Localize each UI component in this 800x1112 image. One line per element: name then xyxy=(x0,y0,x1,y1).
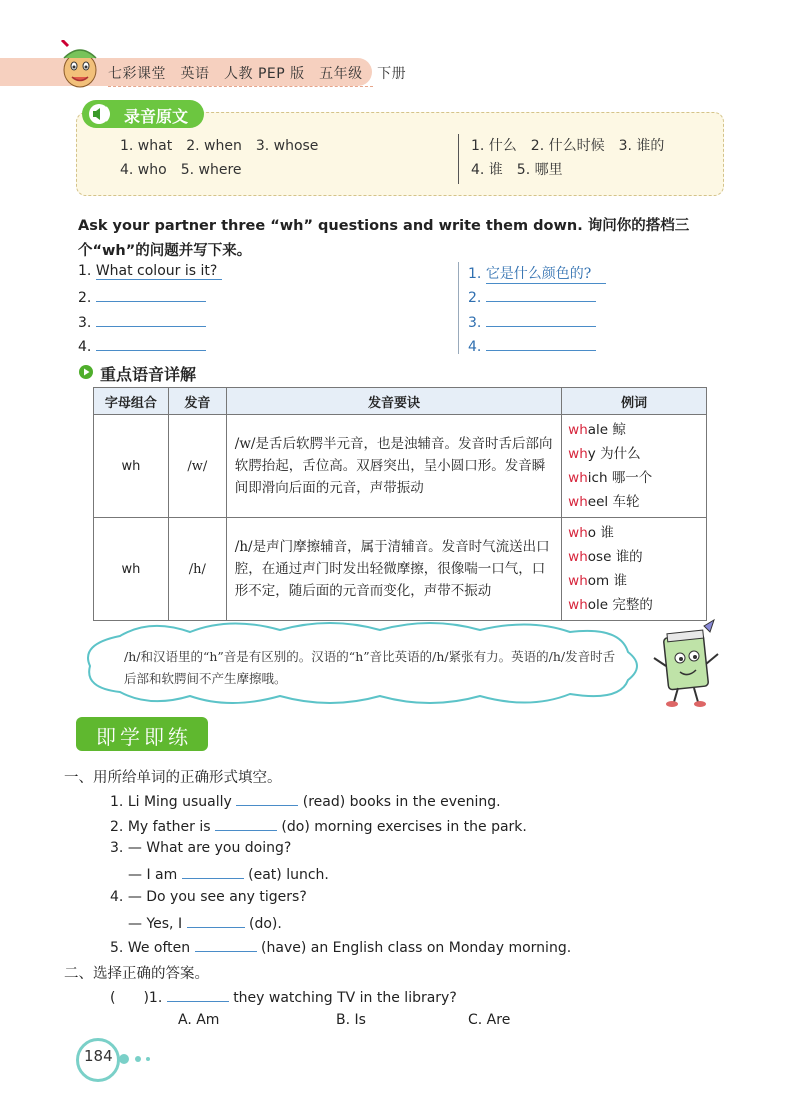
question-number: 4. xyxy=(78,339,92,355)
header-sound: 发音 xyxy=(168,388,226,415)
question-row-4 xyxy=(78,336,206,355)
header-title: 七彩课堂 英语 人教 PEP 版 五年级 下册 xyxy=(108,66,407,82)
cloud-note: /h/和汉语里的“h”音是有区别的。汉语的“h”音比英语的/h/紧张有力。英语的/h/发音时舌后部和软腭间不产生摩擦哦。 xyxy=(124,649,616,686)
example-word: whale 鲸 xyxy=(568,422,626,438)
example-word: whole 完整的 xyxy=(568,597,653,613)
exercise-item-4: 4. — Do you see any tigers? xyxy=(110,889,307,905)
answer-divider xyxy=(458,262,459,354)
task-instruction: Ask your partner three “wh” questions and write them down. 询问你的搭档三个“wh”的问题并写下来。 xyxy=(78,218,690,259)
question-row-1 xyxy=(78,263,222,280)
combo-cell: wh xyxy=(94,518,169,621)
question-1-answer xyxy=(96,263,222,280)
recording-divider xyxy=(458,134,459,184)
answer-1-text: 它是什么颜色的? xyxy=(485,266,592,282)
page-number: 184 xyxy=(84,1047,113,1065)
choice-item-1: ( )1. they watching TV in the library? xyxy=(110,987,457,1007)
answer-number: 2. xyxy=(468,290,482,306)
question-3-blank[interactable] xyxy=(96,312,206,327)
answer-number: 3. xyxy=(468,315,482,331)
answer-3-blank[interactable] xyxy=(486,312,596,327)
answer-row-1 xyxy=(468,263,606,284)
answer-row-2 xyxy=(468,287,596,306)
phonics-table xyxy=(93,387,707,621)
play-icon xyxy=(78,364,94,380)
question-1-text: What colour is it? xyxy=(95,263,218,279)
part2-title: 二、选择正确的答案。 xyxy=(64,966,209,982)
exercise-item-1: 1. Li Ming usually (read) books in the evening. xyxy=(110,791,501,810)
page-dots-icon xyxy=(118,1052,158,1066)
question-4-blank[interactable] xyxy=(96,336,206,351)
question-2-blank[interactable] xyxy=(96,287,206,302)
answer-1-line xyxy=(486,263,606,284)
answer-4-blank[interactable] xyxy=(486,336,596,351)
answer-2-blank[interactable] xyxy=(486,287,596,302)
practice-title: 即学即练 xyxy=(96,725,192,749)
header-tip: 发音要诀 xyxy=(226,388,561,415)
answer-number: 1. xyxy=(468,266,482,282)
header-underline xyxy=(108,86,373,87)
table-row xyxy=(94,518,707,621)
example-word: who 谁 xyxy=(568,525,614,541)
example-word: why 为什么 xyxy=(568,446,641,462)
part1-title: 一、用所给单词的正确形式填空。 xyxy=(64,770,282,786)
examples-cell xyxy=(562,518,707,621)
sound-cell: /w/ xyxy=(168,415,226,518)
blank-2[interactable] xyxy=(215,816,277,831)
speaker-icon xyxy=(88,103,116,125)
exercise-item-3: 3. — What are you doing? xyxy=(110,840,292,856)
sound-cell: /h/ xyxy=(168,518,226,621)
example-word: whose 谁的 xyxy=(568,549,643,565)
examples-cell xyxy=(562,415,707,518)
recording-title: 录音原文 xyxy=(124,107,189,126)
table-header-row xyxy=(94,388,707,415)
recording-en-line-2: 4. who 5. where xyxy=(120,162,242,178)
choice-option-a[interactable]: A. Am xyxy=(178,1012,220,1028)
recording-zh-line-1: 1. 什么 2. 什么时候 3. 谁的 xyxy=(471,138,665,154)
exercise-item-2: 2. My father is (do) morning exercises in the park. xyxy=(110,816,527,835)
recording-en-line-1: 1. what 2. when 3. whose xyxy=(120,138,319,154)
tip-cell: /h/是声门摩擦辅音，属于清辅音。发音时气流送出口腔，在通过声门时发出轻微摩擦，很像喘一口气，口形不定，随后面的元音而变化，声带不振动 xyxy=(226,518,561,621)
question-row-3 xyxy=(78,312,206,331)
question-number: 1. xyxy=(78,263,92,279)
choice-option-c[interactable]: C. Are xyxy=(468,1012,511,1028)
blank-1[interactable] xyxy=(236,791,298,806)
combo-cell: wh xyxy=(94,415,169,518)
exercise-item-4-answer: — Yes, I (do). xyxy=(128,913,282,932)
table-row xyxy=(94,415,707,518)
recording-zh-line-2: 4. 谁 5. 哪里 xyxy=(471,162,563,178)
exercise-item-3-answer: — I am (eat) lunch. xyxy=(128,864,329,883)
question-row-2 xyxy=(78,287,206,306)
header-examples: 例词 xyxy=(562,388,707,415)
answer-number: 4. xyxy=(468,339,482,355)
book-character-icon xyxy=(648,618,728,710)
mascot-icon xyxy=(50,40,110,92)
example-word: whom 谁 xyxy=(568,573,627,589)
question-number: 2. xyxy=(78,290,92,306)
exercise-item-5: 5. We often (have) an English class on Monday morning. xyxy=(110,937,571,956)
answer-row-4 xyxy=(468,336,596,355)
example-word: which 哪一个 xyxy=(568,470,653,486)
blank-3[interactable] xyxy=(182,864,244,879)
question-number: 3. xyxy=(78,315,92,331)
example-word: wheel 车轮 xyxy=(568,494,640,510)
tip-cell: /w/是舌后软腭半元音，也是浊辅音。发音时舌后部向软腭抬起，舌位高。双唇突出，呈小圆口形。发音瞬间即滑向后面的元音，声带振动 xyxy=(226,415,561,518)
blank-4[interactable] xyxy=(187,913,245,928)
blank-5[interactable] xyxy=(195,937,257,952)
answer-row-3 xyxy=(468,312,596,331)
choice-blank-1[interactable] xyxy=(167,987,229,1002)
phonics-section-title: 重点语音详解 xyxy=(100,365,197,384)
header-combo: 字母组合 xyxy=(94,388,169,415)
choice-option-b[interactable]: B. Is xyxy=(336,1012,366,1028)
